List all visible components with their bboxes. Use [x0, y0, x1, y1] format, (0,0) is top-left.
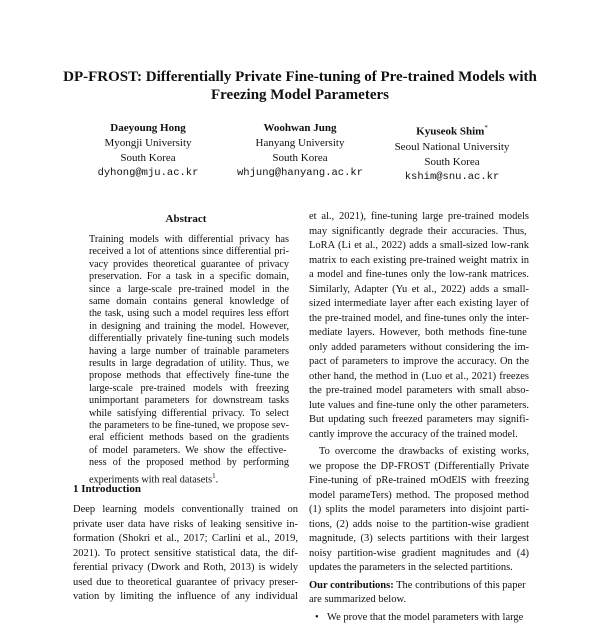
author-country: South Korea	[272, 152, 328, 164]
contributions-line	[309, 579, 526, 592]
abstract-line: the parameters to be fine-tuned, we propose sev-	[89, 420, 289, 431]
right-para2-line: Fine-tuning of pRe-trained mOdElS with freezing	[309, 475, 529, 486]
abstract-line: the task, using such a model requires less effort	[89, 308, 289, 320]
abstract-line: unimportant parameters for downstream tasks	[89, 395, 289, 407]
intro-heading: 1 Introduction	[73, 483, 141, 495]
footnote-mark: 1	[212, 471, 216, 480]
paper-title	[40, 68, 560, 104]
abstract-line: received a lot of attentions since differential pri-	[89, 246, 289, 258]
abstract-line: having a large number of trainable parameters	[89, 345, 289, 357]
intro-line: Deep learning models conventionally trained on	[73, 504, 298, 515]
right-para1-line: the pre-trained model parameters with small abso-	[309, 385, 529, 396]
abstract-line: Training models with differential privacy has	[89, 234, 289, 245]
contributions-label: Our contributions:	[309, 579, 394, 591]
intro-line: vation by limiting the influence of any individual	[73, 591, 298, 602]
right-para1-line: sized intermediate layer after each existing layer of	[309, 298, 529, 309]
title-line-2: Freezing Model Parameters	[211, 87, 389, 103]
intro-line: ferential privacy (Dwork and Roth, 2013) is widely	[73, 562, 298, 573]
right-para2-line: model parameTers) method. The proposed method	[309, 489, 529, 501]
intro-line: used due to theoretical guarantee of privacy preser-	[73, 576, 298, 588]
right-para1-line: mediate layers. However, both methods fine-tune	[309, 327, 527, 338]
abstract-line: ness of the proposed method by performing	[89, 457, 289, 469]
abstract-line: of model parameters. We show the effective-	[89, 444, 287, 456]
abstract-heading: Abstract	[165, 213, 207, 225]
abstract-line: since a large-scale pre-trained model in the	[89, 283, 289, 295]
right-para1-line: only added parameters without considering the im-	[309, 341, 529, 353]
author-name: Kyuseok Shim*	[416, 124, 488, 138]
corresponding-mark: *	[484, 124, 488, 132]
contributions-line-2: are summarized below.	[309, 594, 406, 605]
right-para1-line: Similarly, Adapter (Yu et al., 2022) adds a small-	[309, 283, 529, 295]
right-para1-line: other hand, the method in (Luo et al., 2021) freezes	[309, 370, 529, 382]
abstract-line: vacy provides theoretical guarantee of privacy	[89, 258, 289, 270]
author-email: whjung@hanyang.ac.kr	[236, 167, 364, 179]
right-para1-line: But updating such freezed parameters may signifi-	[309, 414, 529, 425]
right-para1-line: cantly improve the accuracy of the trained model.	[309, 428, 518, 440]
abstract-line: results in large degradation of utility. Thus, we	[89, 358, 289, 369]
author-country: South Korea	[120, 152, 176, 164]
author-affiliation: Myongji University	[104, 137, 192, 149]
abstract-line: eral efficient methods based on the gradients	[89, 432, 289, 444]
title-line-1: DP-FROST: Differentially Private Fine-tuning of Pre-trained Models with	[63, 69, 537, 85]
abstract-line: differentially privately fine-tuning such models	[89, 333, 289, 345]
author-name: Woohwan Jung	[263, 122, 337, 134]
author-affiliation: Seoul National University	[394, 140, 510, 153]
bullet-text: We prove that the model parameters with large	[327, 611, 524, 623]
right-para1-line: lute values and fine-tune only the other parameters.	[309, 399, 529, 411]
abstract-line: same domain contains general knowledge of	[89, 296, 289, 307]
intro-line: private user data have risks of leaking sensitive in-	[73, 518, 298, 530]
bullet-icon: •	[315, 611, 319, 623]
author-email: kshim@snu.ac.kr	[404, 170, 500, 183]
right-para2-line: magnitude, (3) selects partitions with their largest	[309, 533, 529, 544]
right-para2-line: tions, (2) adds noise to the partition-wise gradient	[309, 518, 529, 530]
abstract-line: large-scale pre-trained models with freezing	[89, 382, 289, 394]
author-block-3	[352, 121, 552, 185]
abstract-line: propose methods that effectively fine-tune the	[89, 370, 289, 382]
author-country: South Korea	[424, 155, 480, 168]
author-affiliation: Hanyang University	[255, 137, 345, 149]
intro-line: 2021). To protect sensitive statistical data, the dif-	[73, 547, 298, 559]
contributions-text: The contributions of this paper	[393, 579, 526, 591]
intro-line: formation (Shokri et al., 2017; Carlini et al., 2019,	[73, 533, 298, 544]
right-para1-line: matrix to each existing pre-trained weight matrix in	[309, 254, 529, 266]
right-para1-line: the pre-trained model, and fine-tunes only the inter-	[309, 312, 529, 324]
right-para1-line: pact of parameters to improve the accuracy. On the	[309, 356, 529, 367]
abstract-line: experiments with real datasets$^1$.	[89, 471, 219, 485]
right-para1-line: et al., 2021), fine-tuning large pre-trained models	[309, 211, 529, 222]
author-name: Daeyoung Hong	[110, 122, 186, 134]
right-para1-line: a model and fine-tunes only the low-rank matrices.	[309, 269, 529, 280]
right-para2-line: we propose the DP-FROST (Differentially Private	[309, 460, 529, 472]
right-para1-line: may significantly degrade their accuracies. Thus,	[309, 225, 527, 237]
right-para2-line: updates the parameters in the selected partitions.	[309, 562, 513, 573]
right-para2-line: (1) splits the model parameters into disjoint parti-	[309, 504, 529, 515]
right-para2-line: noisy partition-wise gradient magnitudes and (4)	[309, 547, 529, 559]
abstract-line: while satisfying differential privacy. To select	[89, 407, 289, 419]
abstract-line: preservation. For a task in a specific domain,	[89, 271, 289, 283]
abstract-line: in designing and training the model. However,	[89, 320, 289, 332]
right-para2-line: To overcome the drawbacks of existing works,	[319, 446, 529, 457]
author-email: dyhong@mju.ac.kr	[97, 167, 199, 179]
right-para1-line: LoRA (Li et al., 2022) adds a small-sized low-rank	[309, 240, 529, 251]
